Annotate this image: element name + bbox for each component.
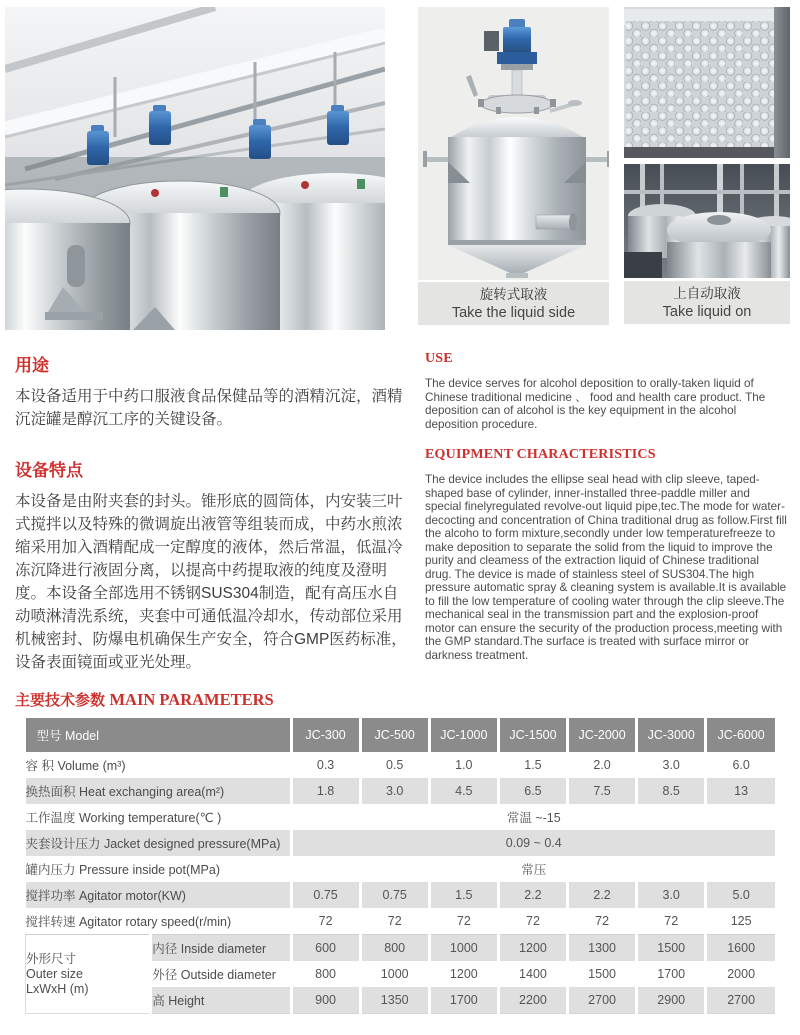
table-cell: 1200 [498,935,567,962]
tank-photo-illustration [418,7,609,280]
row-label: 内径 Inside diameter [151,935,291,962]
table-cell: 2200 [498,987,567,1014]
parameters-title-en: MAIN PARAMETERS [109,690,274,709]
model-cell: JC-6000 [706,718,775,752]
table-cell: 13 [706,778,775,804]
table-header-row [26,718,776,752]
merged-value-cell: 常温 ~-15 [291,804,775,830]
table-cell: 1600 [706,935,775,962]
tank-photo [418,7,609,280]
table-cell: 0.5 [360,752,429,778]
detail-caption-en: Take liquid on [662,304,752,320]
table-row-working-temp [26,804,776,830]
table-cell: 6.0 [706,752,775,778]
table-cell: 600 [291,935,360,962]
use-zh-body: 本设备适用于中药口服液食品保健品等的酒精沉淀，酒精沉淀罐是醇沉工序的关键设备。 [15,388,403,428]
model-cell: JC-3000 [637,718,706,752]
features-en-body: The device includes the ellipse seal head with clip sleeve, taped-shaped base of cylinder, inner-installed three-paddle miller and special finelyregulated revolve-out liquid pipe,tec.The mode for water-decocting and concentration of China traditional drug as follow.First fill the alcoho to form mixture,secondly under low temperaturefreeze to make deposition to separate the solid from the liquid to improve the purity and cleamess of the extraction liquid of Chinese traditional drug. The device is made of stainless steel of SUS304.The high pressure automatic spray & cleaning system is available.It is available to fill the low temperature of cooling water through the clip sleeve.The mechanical seal in the transmission part and the explosion-proof motor can ensure the security of the production process,meeting with the GMP standard.The surface is treated with surface mirror or darkness treatment. [425,473,787,662]
table-row-jacket-pressure [26,830,776,856]
model-cell: JC-300 [291,718,360,752]
merged-value-cell: 常压 [291,856,775,882]
table-cell: 3.0 [360,778,429,804]
table-cell: 1350 [360,987,429,1014]
table-row-volume [26,752,776,778]
model-header-cell: 型号 Model [26,718,292,752]
row-label: 搅拌转速 Agitator rotary speed(r/min) [26,908,292,935]
table-cell: 2.2 [568,882,637,908]
detail-caption [624,281,790,324]
table-cell: 2.0 [568,752,637,778]
table-cell: 5.0 [706,882,775,908]
parameters-title [15,689,800,710]
table-cell: 1.5 [498,752,567,778]
use-en-title: USE [425,351,453,366]
merged-value-cell: 0.09 ~ 0.4 [291,830,775,856]
table-cell: 125 [706,908,775,935]
table-cell: 8.5 [637,778,706,804]
table-cell: 72 [429,908,498,935]
plant-photo [624,164,790,278]
model-cell: JC-500 [360,718,429,752]
table-cell: 1500 [568,961,637,987]
table-cell: 900 [291,987,360,1014]
table-cell: 72 [637,908,706,935]
features-en-title: EQUIPMENT CHARACTERISTICS [425,447,656,462]
features-zh-title: 设备特点 [15,461,83,480]
table-row-pot-pressure [26,856,776,882]
table-cell: 1000 [360,961,429,987]
parameters-table [25,718,775,1014]
table-cell: 2700 [568,987,637,1014]
table-cell: 4.5 [429,778,498,804]
table-cell: 1500 [637,935,706,962]
row-label: 搅拌功率 Agitator motor(KW) [26,882,292,908]
tank-caption-en: Take the liquid side [451,305,576,321]
table-row-agitator-motor [26,882,776,908]
use-zh-title: 用途 [15,356,49,375]
tank-caption [418,282,609,325]
table-cell: 3.0 [637,882,706,908]
table-cell: 2000 [706,961,775,987]
plant-photo-illustration [624,164,790,278]
table-cell: 0.3 [291,752,360,778]
row-label: 换热面积 Heat exchanging area(m²) [26,778,292,804]
table-cell: 800 [360,935,429,962]
table-cell: 1700 [637,961,706,987]
table-cell: 1.0 [429,752,498,778]
detail-column [624,7,790,324]
dimple-jacket-illustration [624,7,790,158]
parameters-title-zh: 主要技术参数 [15,692,106,709]
table-cell: 800 [291,961,360,987]
model-cell: JC-1500 [498,718,567,752]
features-zh-section [15,456,407,674]
factory-photo-illustration [5,7,385,330]
table-cell: 2900 [637,987,706,1014]
table-cell: 1200 [429,961,498,987]
product-column [418,7,609,325]
factory-photo [5,7,385,330]
row-label: 容 积 Volume (m³) [26,752,292,778]
table-cell: 0.75 [291,882,360,908]
photo-band [0,0,800,330]
table-cell: 1400 [498,961,567,987]
row-label: 外径 Outside diameter [151,961,291,987]
outer-size-en2: LxWxH (m) [26,981,89,996]
outer-size-en1: Outer size [26,966,83,981]
table-cell: 0.75 [360,882,429,908]
table-cell: 1300 [568,935,637,962]
table-cell: 3.0 [637,752,706,778]
features-en-section [425,447,788,662]
table-cell: 1700 [429,987,498,1014]
table-cell: 1000 [429,935,498,962]
description-section [0,330,800,674]
row-label: 工作温度 Working temperature(℃ ) [26,804,292,830]
row-label: 夹套设计压力 Jacket designed pressure(MPa) [26,830,292,856]
table-row-heat-area [26,778,776,804]
model-cell: JC-1000 [429,718,498,752]
table-cell: 72 [568,908,637,935]
english-column [425,351,788,674]
features-zh-body: 本设备是由附夹套的封头。锥形底的圆筒体，内安装三叶式搅拌以及特殊的微调旋出液管等组装而成，中药水煎浓缩采用加入酒精配成一定醇度的液体，然后常温，低温冷冻沉降进行液固分离，以提高中药提取液的纯度及澄明度。本设备全部选用不锈钢SUS304制造，配有高压水自动喷淋清洗系统，夹套中可通低温冷却水，传动部位采用机械密封、防爆电机确保生产安全，符合GMP医药标准，设备表面镜面或亚光处理。 [15,493,407,671]
use-en-body: The device serves for alcohol deposition to orally-taken liquid of Chinese traditional medicine 、 food and health care product. The deposition can of alcohol is the key equipment in the alcohol deposition procedure. [425,377,766,431]
row-label: 罐内压力 Pressure inside pot(MPa) [26,856,292,882]
table-cell: 2.2 [498,882,567,908]
table-cell: 7.5 [568,778,637,804]
outer-size-zh: 外形尺寸 [26,951,77,966]
table-row-inside-diameter [26,935,776,962]
table-row-rotary-speed [26,908,776,935]
dimple-jacket-photo [624,7,790,158]
table-cell: 72 [498,908,567,935]
table-cell: 1.5 [429,882,498,908]
table-cell: 72 [291,908,360,935]
table-cell: 72 [360,908,429,935]
chinese-column [15,351,407,674]
table-cell: 1.8 [291,778,360,804]
table-cell: 6.5 [498,778,567,804]
outer-size-label [26,935,151,1014]
detail-caption-zh: 上自动取液 [673,286,741,301]
model-cell: JC-2000 [568,718,637,752]
tank-caption-zh: 旋转式取液 [479,287,548,302]
table-cell: 2700 [706,987,775,1014]
row-label: 高 Height [151,987,291,1014]
